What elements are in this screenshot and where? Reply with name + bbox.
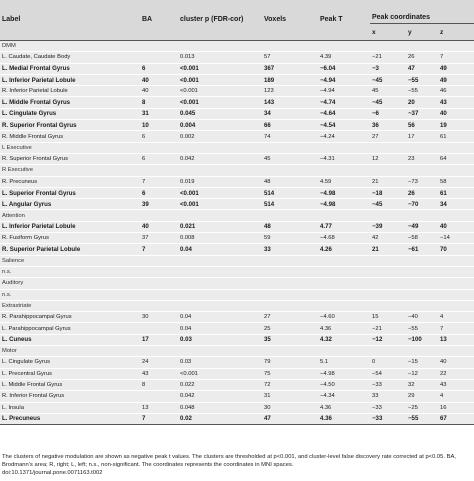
cell-y: −12 (406, 368, 438, 379)
cell-x: 42 (370, 233, 406, 244)
cell-label: L. Insula (0, 402, 140, 413)
cell-cluster-p: 0.008 (178, 233, 262, 244)
cell-peak-t: 4.36 (318, 413, 370, 424)
cell-label: L. Angular Gyrus (0, 199, 140, 210)
cell-y: −49 (406, 221, 438, 232)
cell-x: −21 (370, 52, 406, 63)
cell-y: 29 (406, 391, 438, 402)
header-ba: BA (140, 0, 178, 41)
cell-peak-t: −4.98 (318, 199, 370, 210)
cell-y: −61 (406, 244, 438, 255)
cell-x: −33 (370, 402, 406, 413)
cell-y: 56 (406, 120, 438, 131)
cell-ba: 43 (140, 368, 178, 379)
cell-x: 15 (370, 312, 406, 323)
section-row (0, 346, 474, 357)
cell-label: R. Superior Parietal Lobule (0, 244, 140, 255)
cell-y: 23 (406, 153, 438, 164)
cell-peak-t: −4.98 (318, 368, 370, 379)
cell-y: 47 (406, 63, 438, 74)
section-label: Motor (0, 346, 474, 357)
table-row (0, 402, 474, 413)
cell-cluster-p: 0.013 (178, 52, 262, 63)
cell-peak-t: −4.68 (318, 233, 370, 244)
cell-voxels: 514 (262, 199, 318, 210)
table-row (0, 244, 474, 255)
table-row (0, 97, 474, 108)
cell-voxels: 48 (262, 221, 318, 232)
table-row (0, 323, 474, 334)
section-row (0, 210, 474, 221)
cell-x: −21 (370, 323, 406, 334)
cell-z: 43 (438, 379, 474, 390)
cell-z: 58 (438, 176, 474, 187)
cell-y: 32 (406, 379, 438, 390)
table-row (0, 153, 474, 164)
cell-peak-t: 4.77 (318, 221, 370, 232)
cell-peak-t: 4.36 (318, 402, 370, 413)
cell-x: 33 (370, 391, 406, 402)
cell-label: L. Cingulate Gyrus (0, 357, 140, 368)
cell-peak-t: 4.26 (318, 244, 370, 255)
header-peak-t: Peak T (318, 0, 370, 41)
cell-x: −6 (370, 108, 406, 119)
cell-x: −33 (370, 413, 406, 424)
section-row (0, 165, 474, 176)
cell-ba: 30 (140, 312, 178, 323)
section-label: Extrastriate (0, 300, 474, 311)
cell-voxels: 72 (262, 379, 318, 390)
cell-x: 21 (370, 176, 406, 187)
cell-ba: 6 (140, 153, 178, 164)
cell-label: L. Caudate, Caudate Body (0, 52, 140, 63)
table-row (0, 379, 474, 390)
cell-label: L. Middle Frontal Gyrus (0, 97, 140, 108)
cell-label: L. Inferior Parietal Lobule (0, 221, 140, 232)
footnote-doi: doi:10.1371/journal.pone.0071163.t002 (2, 470, 103, 476)
cell-peak-t: −4.24 (318, 131, 370, 142)
cell-x: 27 (370, 131, 406, 142)
cell-label: R. Precuneus (0, 176, 140, 187)
cell-label: L. Cingulate Gyrus (0, 108, 140, 119)
cell-cluster-p: <0.001 (178, 97, 262, 108)
table-row (0, 74, 474, 85)
cell-voxels: 74 (262, 131, 318, 142)
cell-ba: 40 (140, 86, 178, 97)
section-row (0, 300, 474, 311)
cell-z: 13 (438, 334, 474, 345)
cell-ba: 13 (140, 402, 178, 413)
cell-ba: 40 (140, 221, 178, 232)
cell-ba: 37 (140, 233, 178, 244)
header-label: Label (0, 0, 140, 41)
cell-cluster-p: 0.045 (178, 108, 262, 119)
header-z: z (438, 24, 474, 41)
cell-peak-t: −4.94 (318, 86, 370, 97)
cell-voxels: 47 (262, 413, 318, 424)
cell-label: L. Middle Frontal Gyrus (0, 379, 140, 390)
cell-z: 16 (438, 402, 474, 413)
cell-x: −12 (370, 334, 406, 345)
cell-peak-t: 4.39 (318, 52, 370, 63)
cell-z: 67 (438, 413, 474, 424)
table-row (0, 176, 474, 187)
cell-ba (140, 52, 178, 63)
cell-cluster-p: 0.022 (178, 379, 262, 390)
cell-cluster-p: 0.004 (178, 120, 262, 131)
cell-cluster-p: 0.021 (178, 221, 262, 232)
cell-label: L. Precentral Gyrus (0, 368, 140, 379)
cell-ba: 10 (140, 120, 178, 131)
header-peak-coordinates: Peak coordinates (370, 0, 474, 24)
cell-cluster-p: <0.001 (178, 368, 262, 379)
cell-cluster-p: 0.04 (178, 244, 262, 255)
header-x: x (370, 24, 406, 41)
cell-ba: 7 (140, 176, 178, 187)
cell-cluster-p: <0.001 (178, 187, 262, 198)
table-row (0, 221, 474, 232)
cell-cluster-p: 0.03 (178, 334, 262, 345)
cell-voxels: 33 (262, 244, 318, 255)
cell-y: 20 (406, 97, 438, 108)
table-row (0, 233, 474, 244)
cell-y: 26 (406, 52, 438, 63)
cell-ba: 7 (140, 413, 178, 424)
cell-peak-t: −4.54 (318, 120, 370, 131)
cell-label: R. Superior Frontal Gyrus (0, 153, 140, 164)
cell-voxels: 59 (262, 233, 318, 244)
cell-peak-t: 4.59 (318, 176, 370, 187)
cell-x: −45 (370, 74, 406, 85)
cell-label: L. Cuneus (0, 334, 140, 345)
section-label: L Executive (0, 142, 474, 153)
cell-voxels: 367 (262, 63, 318, 74)
cell-z: 49 (438, 74, 474, 85)
cell-cluster-p: <0.001 (178, 63, 262, 74)
cell-y: −55 (406, 74, 438, 85)
table-row (0, 199, 474, 210)
cell-ba (140, 391, 178, 402)
cell-z: 43 (438, 97, 474, 108)
cell-z: 4 (438, 312, 474, 323)
cell-peak-t: −4.98 (318, 187, 370, 198)
cell-z: 40 (438, 357, 474, 368)
cell-z: 34 (438, 199, 474, 210)
cell-y: −58 (406, 233, 438, 244)
cell-label: L. Inferior Parietal Lobule (0, 74, 140, 85)
cell-x: 36 (370, 120, 406, 131)
cell-label: R. Fusiform Gyrus (0, 233, 140, 244)
cell-x: 21 (370, 244, 406, 255)
cell-z: 49 (438, 63, 474, 74)
cell-z: 70 (438, 244, 474, 255)
cell-y: −73 (406, 176, 438, 187)
cell-label: L. Precuneus (0, 413, 140, 424)
cell-label: R. Parahippocampal Gyrus (0, 312, 140, 323)
cell-voxels: 31 (262, 391, 318, 402)
cell-voxels: 57 (262, 52, 318, 63)
table-row (0, 312, 474, 323)
header-cluster-p: cluster p (FDR-cor) (178, 0, 262, 41)
cell-label: L. Medial Frontal Gyrus (0, 63, 140, 74)
cell-x: −18 (370, 187, 406, 198)
cell-ba: 24 (140, 357, 178, 368)
cell-z: 4 (438, 391, 474, 402)
cell-peak-t: −4.94 (318, 74, 370, 85)
cell-x: −39 (370, 221, 406, 232)
cell-y: −70 (406, 199, 438, 210)
cell-ba: 39 (140, 199, 178, 210)
cell-cluster-p: 0.04 (178, 312, 262, 323)
section-row (0, 142, 474, 153)
cell-voxels: 66 (262, 120, 318, 131)
cell-ba: 31 (140, 108, 178, 119)
table-row (0, 413, 474, 424)
cell-z: 64 (438, 153, 474, 164)
cell-peak-t: 4.36 (318, 323, 370, 334)
cell-peak-t: −4.64 (318, 108, 370, 119)
table-row (0, 368, 474, 379)
cell-cluster-p: <0.001 (178, 74, 262, 85)
cell-cluster-p: <0.001 (178, 86, 262, 97)
header-row-1 (0, 0, 474, 24)
footnote-text: The clusters of negative modulation are shown as negative peak t values. The clusters are thresholded at p<0.001, and cluster-level false discovery rate corrected at p<0.05. BA, Brodmann’s area; R, right; L, left; n.s., non-significant. The coordinates represents the coordinates in MNI spaces. (2, 454, 456, 468)
table-row (0, 131, 474, 142)
cell-z: 61 (438, 131, 474, 142)
table-row (0, 108, 474, 119)
table-row (0, 391, 474, 402)
cell-voxels: 123 (262, 86, 318, 97)
cell-y: −15 (406, 357, 438, 368)
cell-cluster-p: 0.042 (178, 153, 262, 164)
cell-y: −55 (406, 86, 438, 97)
cell-voxels: 45 (262, 153, 318, 164)
cell-voxels: 79 (262, 357, 318, 368)
cell-ba: 7 (140, 244, 178, 255)
cell-ba (140, 323, 178, 334)
cell-z: 19 (438, 120, 474, 131)
cell-ba: 6 (140, 63, 178, 74)
cell-x: −45 (370, 97, 406, 108)
section-row (0, 278, 474, 289)
cell-cluster-p: <0.001 (178, 199, 262, 210)
cell-cluster-p: 0.048 (178, 402, 262, 413)
cell-voxels: 189 (262, 74, 318, 85)
cell-x: 12 (370, 153, 406, 164)
cell-cluster-p: 0.02 (178, 413, 262, 424)
cell-cluster-p: 0.04 (178, 323, 262, 334)
cell-label: R. Middle Frontal Gyrus (0, 131, 140, 142)
cell-label: R. Inferior Frontal Gyrus (0, 391, 140, 402)
cell-ba: 17 (140, 334, 178, 345)
section-label: DMM (0, 41, 474, 52)
cell-y: −55 (406, 413, 438, 424)
cell-cluster-p: 0.002 (178, 131, 262, 142)
section-label: n.s. (0, 266, 474, 277)
cell-peak-t: 4.32 (318, 334, 370, 345)
table-row (0, 187, 474, 198)
table-row (0, 357, 474, 368)
cell-voxels: 34 (262, 108, 318, 119)
cell-x: −3 (370, 63, 406, 74)
cell-peak-t: −4.74 (318, 97, 370, 108)
section-row (0, 41, 474, 52)
cell-voxels: 30 (262, 402, 318, 413)
cell-voxels: 48 (262, 176, 318, 187)
cell-ba: 6 (140, 187, 178, 198)
cell-peak-t: −4.50 (318, 379, 370, 390)
section-label: R Executive (0, 165, 474, 176)
cell-z: 7 (438, 52, 474, 63)
cell-cluster-p: 0.03 (178, 357, 262, 368)
cell-z: 46 (438, 86, 474, 97)
cell-label: R. Superior Frontal Gyrus (0, 120, 140, 131)
cell-cluster-p: 0.042 (178, 391, 262, 402)
cell-peak-t: −4.34 (318, 391, 370, 402)
section-label: n.s. (0, 289, 474, 300)
cell-x: 45 (370, 86, 406, 97)
cell-ba: 8 (140, 97, 178, 108)
cell-ba: 6 (140, 131, 178, 142)
header-y: y (406, 24, 438, 41)
cell-label: R. Inferior Parietal Lobule (0, 86, 140, 97)
section-label: Salience (0, 255, 474, 266)
cell-cluster-p: 0.019 (178, 176, 262, 187)
cell-peak-t: −6.04 (318, 63, 370, 74)
cell-z: 40 (438, 221, 474, 232)
cell-ba: 40 (140, 74, 178, 85)
section-row (0, 255, 474, 266)
table-row (0, 120, 474, 131)
cell-z: 22 (438, 368, 474, 379)
header-voxels: Voxels (262, 0, 318, 41)
table-body (0, 41, 474, 425)
cell-y: 17 (406, 131, 438, 142)
cell-z: 61 (438, 187, 474, 198)
table-row (0, 63, 474, 74)
table-row (0, 334, 474, 345)
cell-voxels: 25 (262, 323, 318, 334)
cell-y: −25 (406, 402, 438, 413)
cell-voxels: 514 (262, 187, 318, 198)
cell-z: 40 (438, 108, 474, 119)
cell-y: 26 (406, 187, 438, 198)
cell-z: 7 (438, 323, 474, 334)
section-label: Attention (0, 210, 474, 221)
table-row (0, 86, 474, 97)
cell-peak-t: −4.31 (318, 153, 370, 164)
cell-y: −40 (406, 312, 438, 323)
cell-peak-t: −4.60 (318, 312, 370, 323)
cell-x: −54 (370, 368, 406, 379)
cell-voxels: 27 (262, 312, 318, 323)
cell-label: L. Superior Frontal Gyrus (0, 187, 140, 198)
cell-voxels: 35 (262, 334, 318, 345)
cell-voxels: 143 (262, 97, 318, 108)
cell-y: −100 (406, 334, 438, 345)
section-label: Auditory (0, 278, 474, 289)
cell-x: −33 (370, 379, 406, 390)
cell-ba: 8 (140, 379, 178, 390)
cell-z: −14 (438, 233, 474, 244)
table-footnote (2, 453, 472, 477)
cell-x: 0 (370, 357, 406, 368)
cell-voxels: 75 (262, 368, 318, 379)
cell-x: −45 (370, 199, 406, 210)
cell-label: L. Parahippocampal Gyrus (0, 323, 140, 334)
cell-y: −55 (406, 323, 438, 334)
section-row (0, 289, 474, 300)
table-row (0, 52, 474, 63)
cell-peak-t: 5.1 (318, 357, 370, 368)
cell-y: −37 (406, 108, 438, 119)
section-row (0, 266, 474, 277)
